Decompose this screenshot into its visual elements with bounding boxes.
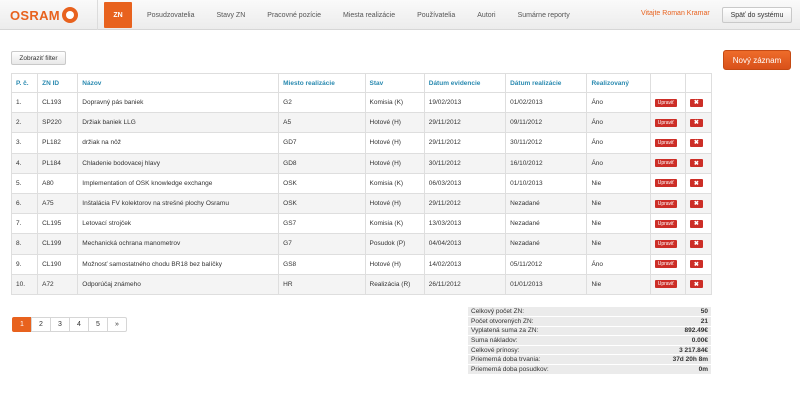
column-header[interactable]: ZN ID [38,74,78,93]
table-cell: 14/02/2013 [424,254,505,274]
summary-row [468,317,711,327]
edit-cell [650,274,685,294]
welcome-user-link[interactable]: Vitajte Roman Kramar [641,10,710,17]
table-cell: GS8 [279,254,365,274]
table-cell: Nezadané [506,214,587,234]
nav-item-pou-vatelia[interactable]: Používatelia [417,11,456,19]
delete-cell [685,274,711,294]
table-cell: Realizácia (R) [365,274,424,294]
summary-value: 50 [631,307,711,317]
edit-cell [650,93,685,113]
edit-cell [650,254,685,274]
table-cell: GD7 [279,133,365,153]
table-cell: Nie [587,214,650,234]
table-cell: 01/02/2013 [506,93,587,113]
logo-bulb-icon [62,7,78,23]
table-cell: 10. [12,274,38,294]
table-cell: Nie [587,234,650,254]
table-cell: Držiak baniek LLG [78,113,279,133]
table-cell: Áno [587,153,650,173]
table-cell: 16/10/2012 [506,153,587,173]
delete-cell [685,113,711,133]
table-cell: 26/11/2012 [424,274,505,294]
edit-button[interactable]: Upraviť [655,220,677,228]
top-navbar [0,0,800,30]
delete-cell [685,93,711,113]
table-cell: Komisia (K) [365,173,424,193]
summary-label: Suma nákladov: [468,336,631,346]
page-button[interactable]: 4 [69,317,89,332]
table-cell: GD8 [279,153,365,173]
table-cell: 29/11/2012 [424,193,505,213]
delete-cell [685,214,711,234]
delete-icon[interactable]: ✖ [690,119,703,127]
table-cell: Hotové (H) [365,153,424,173]
summary-value: 0m [631,365,711,375]
table-cell: Letovací strojček [78,214,279,234]
table-cell: SP220 [38,113,78,133]
table-cell: 8. [12,234,38,254]
delete-icon[interactable]: ✖ [690,200,703,208]
nav-item-sum-rne-reporty[interactable]: Sumárne reporty [517,11,570,19]
edit-button[interactable]: Upraviť [655,119,677,127]
table-cell: PL182 [38,133,78,153]
edit-cell [650,113,685,133]
table-cell: Nie [587,173,650,193]
table-cell: Posudok (P) [365,234,424,254]
table-cell: Hotové (H) [365,133,424,153]
summary-label: Priemerná doba trvania: [468,355,631,365]
delete-icon[interactable]: ✖ [690,220,703,228]
table-cell: 01/01/2013 [506,274,587,294]
column-header[interactable]: Dátum realizácie [506,74,587,93]
summary-row [468,307,711,317]
column-header[interactable]: Názov [78,74,279,93]
next-page-button[interactable]: » [107,317,127,332]
summary-row [468,336,711,346]
column-header[interactable]: Dátum evidencie [424,74,505,93]
table-cell: CL199 [38,234,78,254]
column-header[interactable]: Realizovaný [587,74,650,93]
summary-label: Priemerná doba posudkov: [468,365,631,375]
column-header[interactable]: Stav [365,74,424,93]
table-cell: Nezadané [506,193,587,213]
table-cell: Áno [587,254,650,274]
table-row [12,173,712,193]
page-button[interactable]: 1 [12,317,32,332]
new-record-button[interactable]: Nový záznam [723,50,791,70]
table-cell: Implementation of OSK knowledge exchange [78,173,279,193]
column-header [685,74,711,93]
divider [97,0,98,30]
zn-table [11,73,712,295]
delete-icon[interactable]: ✖ [690,260,703,268]
table-cell: 29/11/2012 [424,113,505,133]
table-cell: 2. [12,113,38,133]
delete-icon[interactable]: ✖ [690,159,703,167]
column-header[interactable]: P. č. [12,74,38,93]
table-cell: HR [279,274,365,294]
summary-label: Celkový počet ZN: [468,307,631,317]
summary-row [468,326,711,336]
nav-item-miesta-realiz-cie[interactable]: Miesta realizácie [342,11,396,19]
table-cell: A72 [38,274,78,294]
table-cell: 4. [12,153,38,173]
table-cell: 7. [12,214,38,234]
nav-item-zn[interactable]: ZN [104,2,132,28]
table-cell: Hotové (H) [365,254,424,274]
table-cell: G2 [279,93,365,113]
table-cell: PL184 [38,153,78,173]
edit-button[interactable]: Upraviť [655,200,677,208]
table-cell: CL193 [38,93,78,113]
pagination [12,317,127,332]
summary-value: 3 217.84€ [631,345,711,355]
delete-cell [685,153,711,173]
table-row [12,214,712,234]
edit-button[interactable]: Upraviť [655,280,677,288]
column-header[interactable]: Miesto realizácie [279,74,365,93]
table-cell: Odporúčaj známeho [78,274,279,294]
table-cell: Nezadané [506,234,587,254]
summary-label: Počet otvorených ZN: [468,317,631,327]
table-cell: Chladenie bodovacej hlavy [78,153,279,173]
main-nav [104,0,581,30]
table-body [12,93,712,295]
table-row [12,113,712,133]
table-cell: A80 [38,173,78,193]
table-cell: OSK [279,173,365,193]
table-cell: 1. [12,93,38,113]
nav-item-posudzovatelia[interactable]: Posudzovatelia [147,11,195,19]
table-cell: 19/02/2013 [424,93,505,113]
summary-row [468,365,711,375]
table-cell: Nie [587,193,650,213]
edit-button[interactable]: Upraviť [655,139,677,147]
table-row [12,193,712,213]
delete-icon[interactable]: ✖ [690,179,703,187]
summary-value: 21 [631,317,711,327]
table-cell: CL195 [38,214,78,234]
table-cell: Hotové (H) [365,113,424,133]
summary-value: 0.00€ [631,336,711,346]
table-cell: Hotové (H) [365,193,424,213]
edit-button[interactable]: Upraviť [655,179,677,187]
edit-cell [650,173,685,193]
table-cell: Inštalácia FV kolektorov na strešné plochy Osramu [78,193,279,213]
delete-cell [685,234,711,254]
delete-cell [685,133,711,153]
table-cell: G7 [279,234,365,254]
osram-logo[interactable] [10,6,78,24]
table-cell: 5. [12,173,38,193]
edit-button[interactable]: Upraviť [655,99,677,107]
delete-cell [685,254,711,274]
summary-value: 37d 20h 8m [631,355,711,365]
table-cell: 06/03/2013 [424,173,505,193]
page-button[interactable]: 2 [31,317,51,332]
table-cell: 01/10/2013 [506,173,587,193]
table-row [12,274,712,294]
table-cell: GS7 [279,214,365,234]
table-cell: Komisia (K) [365,214,424,234]
show-filter-button[interactable]: Zobraziť filter [11,51,66,65]
table-cell: Áno [587,113,650,133]
table-cell: A5 [279,113,365,133]
summary-label: Vyplatená suma za ZN: [468,326,631,336]
delete-icon[interactable]: ✖ [690,280,703,288]
table-cell: 29/11/2012 [424,133,505,153]
table-cell: 13/03/2013 [424,214,505,234]
table-cell: 04/04/2013 [424,234,505,254]
logo-text: OSRAM [10,7,60,23]
table-header-row [12,74,712,93]
table-cell: 09/11/2012 [506,113,587,133]
nav-item-pracovn-poz-cie[interactable]: Pracovné pozície [267,11,321,19]
edit-cell [650,153,685,173]
table-row [12,93,712,113]
summary-value: 892.49€ [631,326,711,336]
table-cell: OSK [279,193,365,213]
table-cell: A75 [38,193,78,213]
page-button[interactable]: 3 [50,317,70,332]
table-cell: Mechanická ochrana manometrov [78,234,279,254]
table-row [12,254,712,274]
table-cell: Možnosť samostatného chodu BR18 bez balíčky [78,254,279,274]
edit-button[interactable]: Upraviť [655,159,677,167]
summary-row [468,345,711,355]
table-row [12,133,712,153]
page-button[interactable]: 5 [88,317,108,332]
table-cell: CL190 [38,254,78,274]
table-cell: 05/11/2012 [506,254,587,274]
summary-table [468,307,711,375]
table-cell: 30/11/2012 [506,133,587,153]
table-cell: Áno [587,133,650,153]
summary-row [468,355,711,365]
table-cell: Áno [587,93,650,113]
edit-button[interactable]: Upraviť [655,260,677,268]
back-to-system-button[interactable]: Späť do systému [722,7,792,23]
table-cell: 30/11/2012 [424,153,505,173]
table-cell: Nie [587,274,650,294]
table-row [12,153,712,173]
delete-icon[interactable]: ✖ [690,99,703,107]
delete-cell [685,193,711,213]
delete-icon[interactable]: ✖ [690,139,703,147]
table-cell: Komisia (K) [365,93,424,113]
nav-item-autori[interactable]: Autori [477,11,496,19]
edit-button[interactable]: Upraviť [655,240,677,248]
table-cell: 9. [12,254,38,274]
edit-cell [650,214,685,234]
table-row [12,234,712,254]
edit-cell [650,133,685,153]
table-cell: 6. [12,193,38,213]
nav-item-stavy-zn[interactable]: Stavy ZN [216,11,246,19]
column-header [650,74,685,93]
edit-cell [650,193,685,213]
summary-label: Celkové prínosy: [468,345,631,355]
table-cell: držiak na nôž [78,133,279,153]
delete-icon[interactable]: ✖ [690,240,703,248]
table-cell: 3. [12,133,38,153]
edit-cell [650,234,685,254]
delete-cell [685,173,711,193]
table-cell: Dopravný pás baniek [78,93,279,113]
